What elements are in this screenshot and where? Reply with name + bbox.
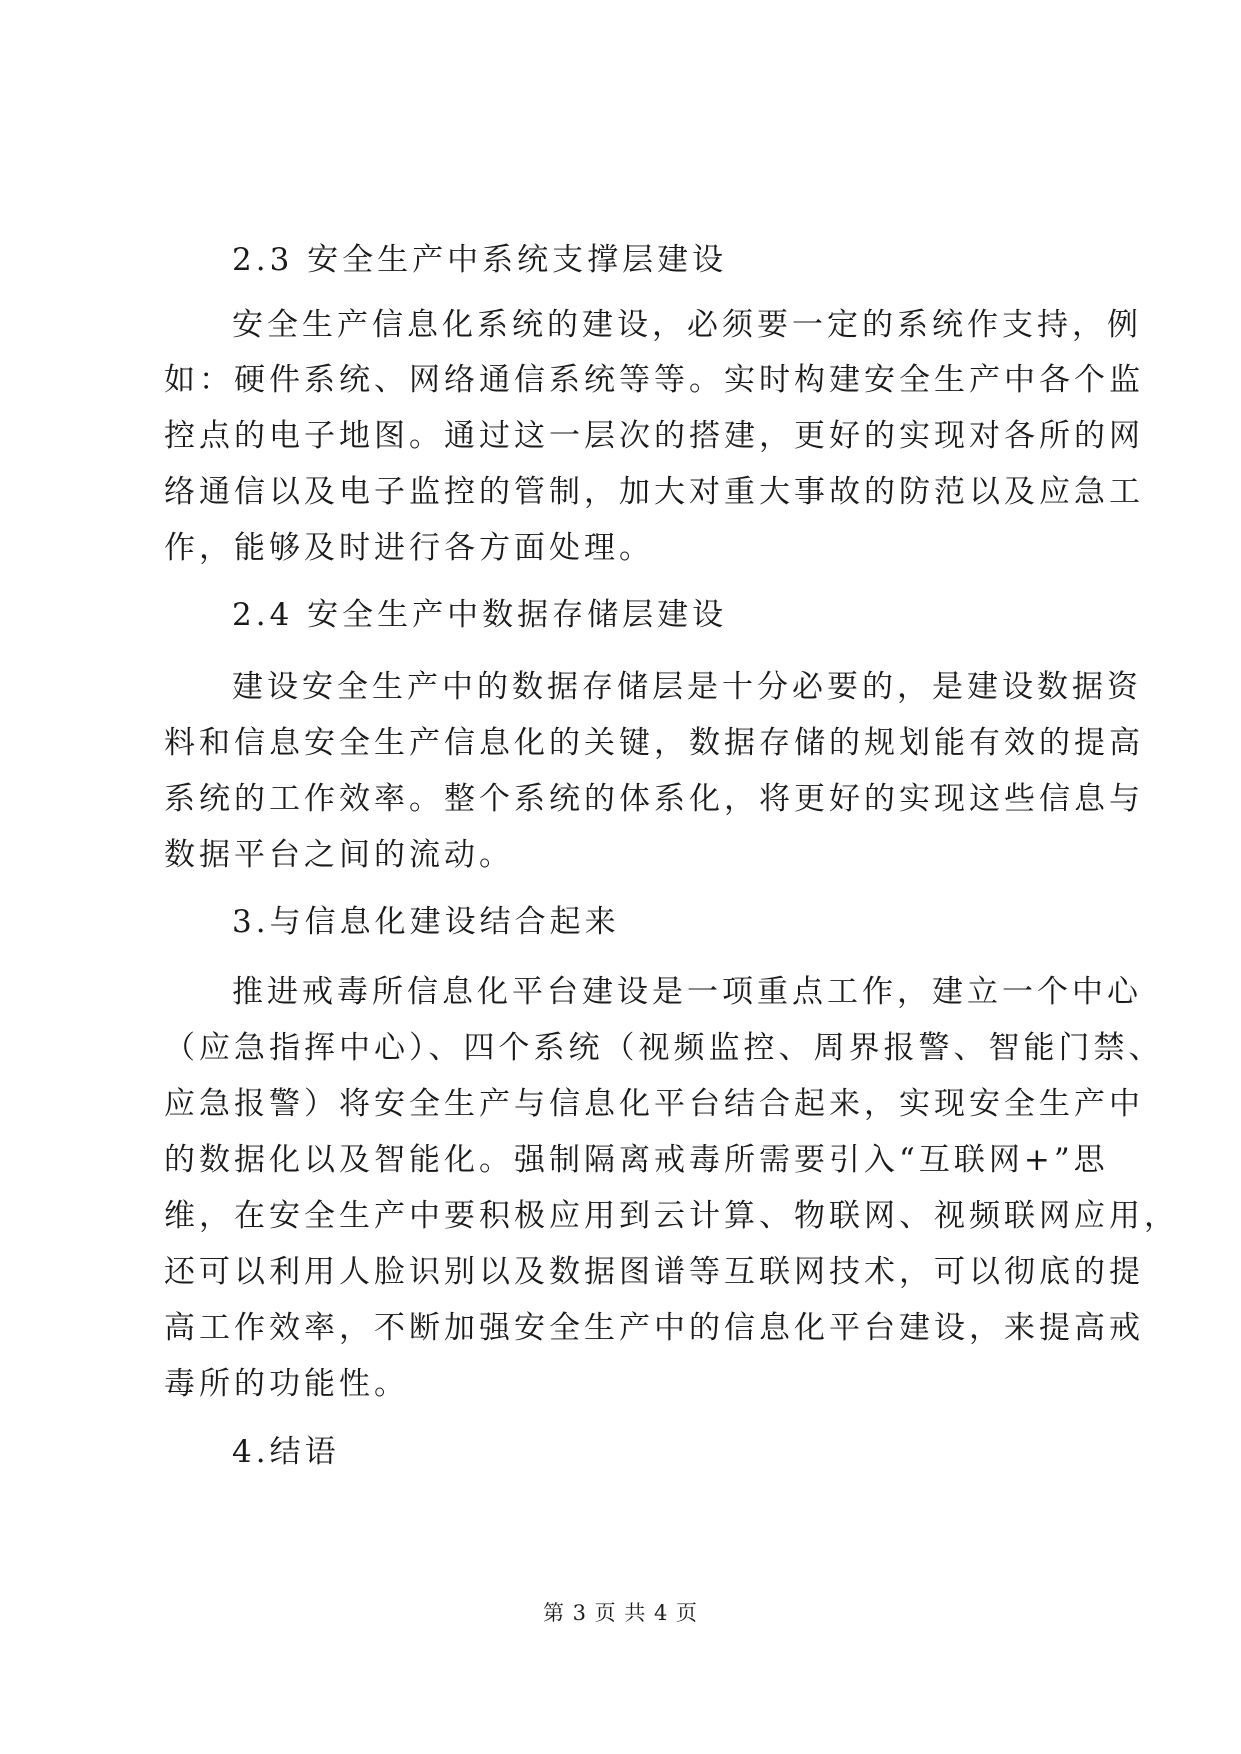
- section-heading-2-3: 2.3 安全生产中系统支撑层建设: [232, 242, 728, 278]
- section-heading-4: 4.结语: [232, 1434, 340, 1470]
- paragraph-line: 还可以利用人脸识别以及数据图谱等互联网技术，可以彻底的提: [164, 1254, 1144, 1290]
- paragraph-line: 毒所的功能性。: [164, 1366, 409, 1402]
- paragraph-line: 络通信以及电子监控的管制，加大对重大事故的防范以及应急工: [164, 474, 1144, 510]
- paragraph-line: 的数据化以及智能化。强制隔离戒毒所需要引入“互联网+”思: [164, 1142, 1109, 1178]
- paragraph-line: 数据平台之间的流动。: [164, 837, 514, 873]
- paragraph-line: 系统的工作效率。整个系统的体系化，将更好的实现这些信息与: [164, 781, 1144, 817]
- paragraph-line: 应急报警）将安全生产与信息化平台结合起来，实现安全生产中: [164, 1086, 1144, 1122]
- paragraph-line: 作，能够及时进行各方面处理。: [164, 530, 654, 566]
- paragraph-line: 维，在安全生产中要积极应用到云计算、物联网、视频联网应用，: [164, 1198, 1179, 1234]
- paragraph-line: 料和信息安全生产信息化的关键，数据存储的规划能有效的提高: [164, 725, 1144, 761]
- paragraph-line: 控点的电子地图。通过这一层次的搭建，更好的实现对各所的网: [164, 418, 1144, 454]
- paragraph-line: 安全生产信息化系统的建设，必须要一定的系统作支持，例: [232, 307, 1142, 343]
- section-heading-2-4: 2.4 安全生产中数据存储层建设: [232, 597, 728, 633]
- section-heading-3: 3.与信息化建设结合起来: [232, 904, 620, 940]
- paragraph-line: 推进戒毒所信息化平台建设是一项重点工作，建立一个中心: [232, 974, 1142, 1010]
- paragraph-line: （应急指挥中心）、四个系统（视频监控、周界报警、智能门禁、: [164, 1030, 1164, 1066]
- page-footer: 第 3 页 共 4 页: [542, 1601, 699, 1625]
- paragraph-line: 建设安全生产中的数据存储层是十分必要的，是建设数据资: [232, 669, 1142, 705]
- paragraph-line: 高工作效率，不断加强安全生产中的信息化平台建设，来提高戒: [164, 1310, 1144, 1346]
- paragraph-line: 如：硬件系统、网络通信系统等等。实时构建安全生产中各个监: [164, 362, 1144, 398]
